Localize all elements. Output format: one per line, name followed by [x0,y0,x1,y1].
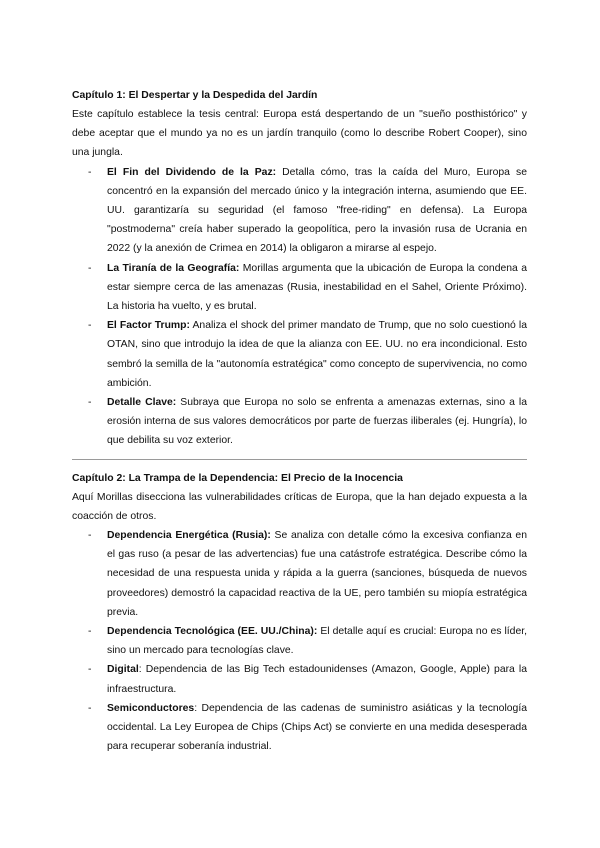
item-text: El detalle aquí es crucial: Europa no es líder, sino un mercado para tecnologías clave. [107,626,527,657]
list-item [88,699,527,757]
item-text: Subraya que Europa no solo se enfrenta a amenazas externas, sino a la erosión interna de sus valores democráticos por parte de fuerzas iliberales (ej. Hungría), lo que debilita su voz exterior. [107,397,527,447]
item-text: Detalla cómo, tras la caída del Muro, Europa se concentró en la expansión del mercado único y la integración interna, asumiendo que EE. UU. garantizaría su seguridad (el famoso "free-riding" en defensa). La Europa "postmoderna" creía haber superado la geopolítica, pero la invasión rusa de Ucrania en 2022 (y la anexión de Crimea en 2014) la obligaron a mirarse al espejo. [107,166,527,255]
item-text: : Dependencia de las cadenas de suministro asiáticas y la tecnología occidental. La Ley Europea de Chips (Chips Act) se convierte en una medida desesperada para recuperar soberanía industrial. [107,702,527,753]
dash-bullet: - [88,626,92,638]
list-item [88,393,527,451]
item-lead: La Tiranía de la Geografía: [107,262,240,274]
item-text: Se analiza con detalle cómo la excesiva confianza en el gas ruso (a pesar de las advertencias) fue una catástrofe estratégica. Describe cómo la necesidad de una respuesta unida y rápida a la guerra (sanciones, búsqueda de nuevos proveedores) demostró la capacidad reactiva de la UE, pero también su miopía estratégica previa. [107,530,527,618]
list-item [88,163,527,259]
list-item [88,622,527,660]
item-lead: Dependencia Energética (Rusia): [107,530,271,542]
item-lead: El Fin del Dividendo de la Paz: [107,166,277,178]
dash-bullet: - [88,664,92,676]
list-item [88,660,527,698]
chapter-1-title: Capítulo 1: El Despertar y la Despedida del Jardín [72,90,318,101]
list-item [88,259,527,317]
item-lead: Digital [107,664,139,676]
item-lead: Detalle Clave: [107,397,177,409]
list-item [88,316,527,393]
chapter-2-title: Capítulo 2: La Trampa de la Dependencia: El Precio de la Inocencia [72,472,403,484]
horizontal-divider [72,459,527,460]
dash-bullet: - [88,166,92,178]
item-lead: El Factor Trump: [107,320,190,332]
chapter-2-intro: Aquí Morillas disecciona las vulnerabilidades críticas de Europa, que la han dejado expuesta a la coacción de otros. [72,491,527,522]
document-body [72,86,527,757]
dash-bullet: - [88,530,92,542]
item-text: : Dependencia de las Big Tech estadounidenses (Amazon, Google, Apple) para la infraestructura. [107,664,527,695]
list-item [88,526,527,622]
dash-bullet: - [88,320,92,332]
dash-bullet: - [88,397,92,409]
dash-bullet: - [88,262,92,274]
chapter-1-intro: Este capítulo establece la tesis central: Europa está despertando de un "sueño posthistórico" y debe aceptar que el mundo ya no es un jardín tranquilo (como lo describe Robert Cooper), sino una jungla. [72,109,527,159]
item-lead: Semiconductores [107,702,195,714]
item-text: Analiza el shock del primer mandato de Trump, que no solo cuestionó la OTAN, sino que introdujo la idea de que la alianza con EE. UU. no era incondicional. Esto sembró la semilla de la "autonomía estratégica" como concepto de supervivencia, no como ambición. [107,320,527,389]
dash-bullet: - [88,702,92,714]
item-lead: Dependencia Tecnológica (EE. UU./China): [107,626,318,638]
chapter-1-list [72,163,527,451]
chapter-2-list [72,526,527,756]
item-text: Morillas argumenta que la ubicación de Europa la condena a estar siempre cerca de las amenazas (Rusia, inestabilidad en el Sahel, Oriente Próximo). La historia ha vuelto, y es brutal. [107,262,527,313]
